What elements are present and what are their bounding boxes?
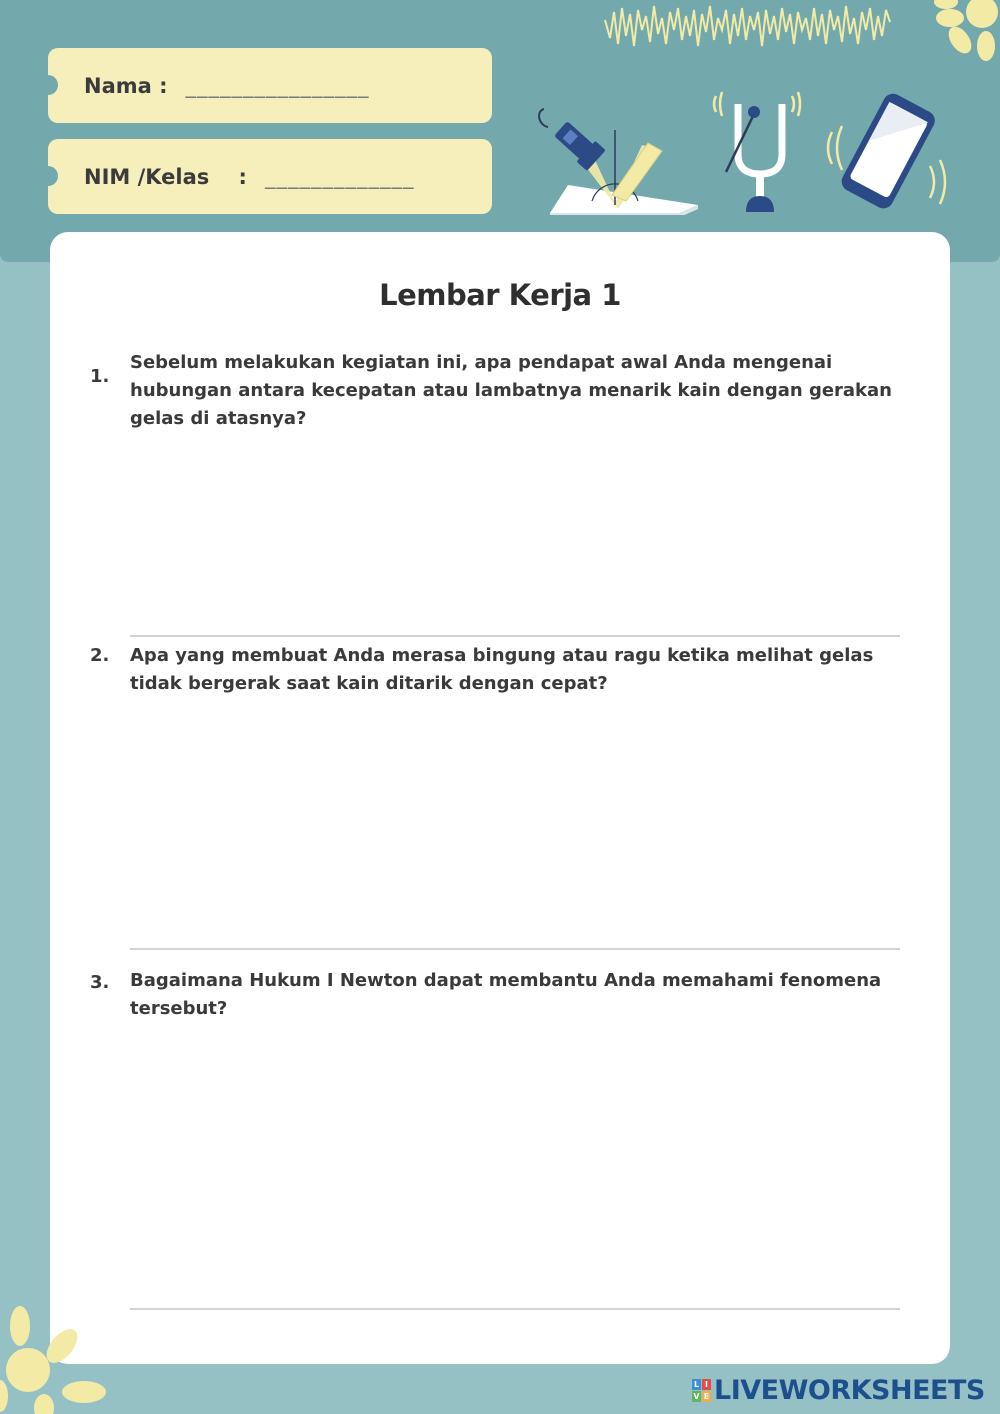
name-blank: ________________	[185, 73, 370, 98]
flower-icon	[0, 1300, 110, 1414]
badge-letter: V	[693, 1391, 700, 1401]
badge-letter: E	[703, 1391, 710, 1401]
name-label: Nama :	[84, 73, 168, 98]
liveworksheets-logo[interactable]	[692, 1374, 985, 1406]
smartphone-vibrating-icon	[820, 92, 952, 216]
question-3	[90, 967, 910, 1023]
flower-icon	[920, 0, 1000, 64]
nim-blank: _____________	[264, 164, 415, 189]
question-number: 3.	[90, 972, 110, 993]
notch	[38, 75, 58, 95]
question-number: 1.	[90, 366, 110, 387]
answer-line-3[interactable]	[130, 1308, 900, 1310]
badge-letter: I	[702, 1379, 711, 1390]
question-number: 2.	[90, 645, 110, 666]
question-2	[90, 642, 910, 698]
question-text: Bagaimana Hukum I Newton dapat membantu Anda memahami fenomena tersebut?	[130, 970, 882, 1019]
notch	[38, 166, 58, 186]
answer-line-2[interactable]	[130, 948, 900, 950]
question-text: Apa yang membuat Anda merasa bingung atau ragu ketika melihat gelas tidak bergerak saat kain ditarik dengan cepat?	[130, 645, 874, 694]
flashlight-mirror-icon	[530, 105, 700, 215]
nim-label: NIM /Kelas :	[84, 164, 247, 189]
tuning-fork-icon	[712, 84, 808, 214]
logo-badge	[692, 1379, 711, 1402]
question-text: Sebelum melakukan kegiatan ini, apa pendapat awal Anda mengenai hubungan antara kecepatan atau lambatnya menarik kain dengan gerakan gelas di atasnya?	[130, 352, 892, 429]
question-1	[90, 349, 910, 433]
name-field[interactable]	[48, 48, 492, 123]
sound-wave-icon	[600, 0, 900, 50]
logo-text: LIVEWORKSHEETS	[714, 1374, 985, 1406]
nim-field[interactable]	[48, 139, 492, 214]
badge-letter: L	[693, 1379, 700, 1389]
page-title: Lembar Kerja 1	[379, 278, 621, 312]
answer-line-1[interactable]	[130, 635, 900, 637]
